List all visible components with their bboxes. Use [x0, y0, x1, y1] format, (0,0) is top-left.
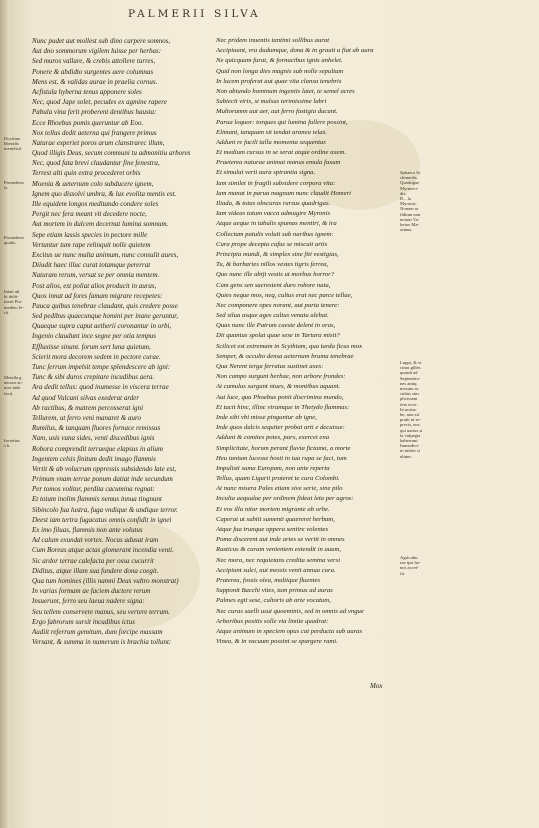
left-text-column	[32, 36, 206, 647]
verse-line: Inde quos dulcis sequiter probat arti e decuisse:	[216, 424, 345, 432]
verse-line: Et vos illa nitor mortem migrante ab orbe.	[216, 505, 330, 513]
verse-line: Non campo surgunt herbae, non arbore frondes:	[216, 373, 346, 381]
header-author: PALMERII	[128, 8, 208, 20]
verse-line: Parua loquor: torques qui lumina fallere possint,	[216, 118, 348, 126]
verse-line: Scierit mora decorem sedem in pectore curae.	[32, 352, 161, 361]
verse-line: At nunc misera Pales etiam sive serie, sine pilo	[216, 485, 343, 493]
verse-line: Addunt re facili tallu momenta sequentur.	[216, 138, 327, 146]
margin-note: Inlati ali bi dolti- tuerit Pro- metheo fe- rit.	[4, 289, 24, 315]
verse-line: Ingenio claudunt ince segne per otia tempus	[32, 332, 157, 341]
verse-line: Tunc & sibi duros crepitare incudibus aera.	[32, 373, 155, 382]
verse-line: Ara dedit tellus: quod inumesse in viscera terrae	[32, 383, 169, 392]
verse-line: Caperat ut subiit sumenti quaereret herbam,	[216, 515, 335, 523]
verse-line: Moenia & aeternum colo subducere ignem,	[32, 179, 154, 188]
verse-line: Ingentem celsis finitum dedit imago flammis	[32, 454, 156, 463]
verse-line: Non abiundo hominum ingeniis latet, te semel acres	[216, 87, 355, 95]
verse-line: Cura prope decepta cafus se miscuit artis	[216, 240, 328, 248]
verse-line: Aut mortem in dulcem decernat lumina somnum.	[32, 220, 169, 229]
verse-line: Pabula vina ferit proberent dentibus hausta:	[32, 108, 157, 117]
verse-line: Robora comprendit terraeque elapsus in alium	[32, 444, 163, 453]
verse-line: Nox tellus dedit aeterna qui frangere primus	[32, 128, 157, 137]
verse-line: Ad quod Vulcani silvas exederat arder	[32, 393, 140, 402]
verse-line: Iam videas totum vacca admugire Myronis	[216, 210, 331, 218]
verse-line: Subiecit viris, si mulsus terimissime labri	[216, 98, 327, 106]
verse-line: Pauca quibus tenebrae claudant, quis credere posse	[32, 301, 178, 310]
verse-line: In lucem proferat aut quae vita clansa tenebris	[216, 77, 342, 85]
running-header	[0, 8, 539, 24]
verse-line: Atque fua trunque oppera sentire volentes	[216, 526, 329, 533]
verse-line: Elimant, tanquam sit tendat aranea telas.	[216, 128, 327, 136]
verse-line: Atque animum in speciem opus cat perducta sub auras	[216, 627, 363, 635]
margin-note: Sphaera Ar chimedis. Quadrigae Myrmeci- dis. B... la Myronis. Nomen ar fidium non notum Va- lerius Ma- ximus.	[400, 170, 421, 233]
verse-line: Palmes egit sese, cultoris ab arte vocatum,	[216, 597, 331, 605]
verse-line: Collectum patulis voluit sub naribus ignem:	[216, 230, 334, 238]
verse-line: Diiudit haec illuc curat totamque pererrat	[32, 261, 151, 270]
verse-line: Naturae experiet poros arum clanstrarec illum,	[32, 138, 165, 147]
verse-line: Vertit & ab volucrum oppressis subsidendo late est,	[32, 464, 177, 473]
verse-line: Vertuntur tum rape relinquit nolle quietem	[32, 240, 151, 249]
verse-line: Post alios, est poliat alios producit in auras,	[32, 281, 157, 290]
verse-line: Ne quicquam furat, & fornacibus ignis anhelet.	[216, 57, 343, 65]
verse-line: Accipiunt sulci, aut messis venit annua cura.	[216, 566, 336, 574]
verse-line: Quaeque supra caput aetherii coronantur in orbi,	[32, 322, 172, 331]
verse-line: Quos innat ad fores famam migrare recepetes:	[32, 291, 163, 300]
verse-line: Vinea, & in vacuum possint se spargere rami.	[216, 638, 338, 646]
verse-line: Impulisti sama Europam, non ante reperta	[216, 464, 330, 472]
verse-line: Multorumm aut aer, aut ferro fastigia ducunt.	[216, 108, 338, 116]
margin-note: Doctrina liberalis meneficit	[4, 136, 22, 152]
verse-line: Cum gens sen sacrestent duro robore nata,	[216, 281, 331, 289]
margin-note: Agricultu rae ipsi ho- nos accef- fit.	[400, 555, 421, 576]
verse-line: Versant, & summa in numerum is brachia tollunt:	[32, 638, 172, 647]
verse-line: Acfistula hyberna tenus apponere soles	[32, 87, 142, 96]
verse-line: Sic ardor terrae calefacta per ossa cucurrit	[32, 556, 154, 565]
verse-line: Sed muros vallare, & crebis attollere turres,	[32, 57, 156, 66]
verse-line: Arboribus positis solle via limite quadrat:	[216, 617, 329, 625]
margin-note: Metalla g neroso ac- mes inde facit.	[4, 375, 24, 396]
verse-line: Sed pedibus quaecunque homini per inane geruntur,	[32, 312, 179, 321]
verse-line: Praterea, fossis olea, multique fluentes	[216, 576, 321, 584]
verse-line: Ex imo filuas, flammis non ante volutus	[32, 526, 143, 534]
verse-line: Pergit nec fera meant vit decedere nocte,	[32, 210, 147, 219]
verse-line: Cum Boreas atque actas glomerant incendia venti.	[32, 546, 174, 555]
verse-line: Nec, quod fata brevi claudantur fine fenestra,	[32, 159, 160, 168]
verse-line: Sed silua asque ages cultus venatu alebat.	[216, 312, 329, 320]
verse-line: Simplicitate, horum perant fluvia fictama, a morte	[216, 444, 351, 452]
margin-note: Luppi, & vi cinas gilles quasdi ad Septentrio- nes antiq mosum ac cultus sim plicissem fere ecce. In nostro be, non sit praiti nt se- precis, nos qui uarius si la vulpegia haberrunt Immodice in indies si ultum.	[400, 360, 423, 459]
verse-line: Diditus, atque illam sua fundere dona coegit.	[32, 566, 159, 575]
verse-line: Ille equidem longos meditando condere soles	[32, 200, 159, 208]
verse-line: Quod illigis Deus, secum communi tu admonitiu arbores	[32, 149, 191, 158]
verse-line: Tellus, quam Ligurii proteret te cura Colombi.	[216, 475, 340, 483]
verse-line: Nec pridem inuentis tantimi sollibus aurat	[216, 37, 330, 44]
verse-line: Supponit Bacchi vites, tum primus ad auras	[216, 587, 333, 595]
verse-line: Atque aeque in tabulis spumas mentiri, & ira	[216, 220, 337, 228]
verse-line: Ignem quo dissolvi umbra, & lux evolita mentis est.	[32, 189, 177, 198]
verse-line: Nec curas saelli usui quoeminis, sed in omnis ad vngue	[216, 607, 364, 615]
verse-line: Heu tantum lucesse hosti in tua rupa se faci, tum	[216, 454, 347, 462]
verse-line: Et totum inolim flammis nemus innua tingnunt	[32, 495, 162, 504]
verse-line: Nam, usis vana sides, venti discedibus ignis	[32, 434, 155, 443]
verse-line: Praeterea naturae animat manus emula faxum	[216, 159, 341, 167]
verse-line: Qua tum homines (illis namni Deus vultro monstrat)	[32, 576, 179, 585]
verse-line: Sepe etiam lassis species in pectore mille	[32, 230, 148, 239]
verse-line: Accipiuunt, vra dudumque, dona & in grauit a fiat ab aura	[216, 47, 374, 55]
verse-line: Poma discerent aut inde artes se vertit in omnes	[216, 536, 345, 544]
verse-line: Semper, & occulto densa aeternum bruma tenebrae	[216, 352, 354, 360]
verse-line: Primum vnam terrae ponum datiat inde secundum	[32, 475, 173, 484]
verse-line: Tunc ferrum impelsit tempe splendescere ab igni:	[32, 363, 171, 371]
verse-line: In varias formam ae faciem ductere rerum	[32, 587, 151, 596]
page-gutter	[0, 0, 10, 828]
verse-line: Sibincolo fua lustra, fuga vndique & undique terror.	[32, 505, 178, 514]
margin-note: Prometheo is.	[4, 180, 24, 191]
verse-line: Qua Nerent terga ferratus sustinet axes:	[216, 363, 324, 370]
verse-line: Rusticus & curam venientem extendit in auum,	[216, 546, 341, 554]
verse-line: Mens est, & validas aurae in praelia cornus.	[32, 77, 158, 86]
verse-line: Audiit referrum gemitum, dum forcipe massam	[32, 627, 163, 636]
verse-line: Terrest alti quin extra procederet orbis	[32, 169, 141, 178]
verse-line: Per tomos volitor, perdita cacumina regnat:	[32, 485, 155, 494]
verse-line: Ergo fabrorum sursit incudibus ictus	[32, 617, 135, 626]
verse-line: Nec componere opes norant, aut parta tenere:	[216, 301, 340, 309]
verse-line: Tellurem, ut ferro veni manaret & auro	[32, 413, 141, 422]
verse-line: Principia mundi, & simplex sine fiti vestigias,	[216, 250, 339, 258]
verse-line: Tu, & barbaries nillos vestes tigris ferrea,	[216, 261, 329, 269]
verse-line: Insuerunt, ferro seu laeua nadere signa:	[32, 597, 145, 606]
verse-line: Addunt & comites potes, pars, exercet ena	[216, 434, 330, 442]
verse-line: Ab ractibus, & matrem percosserat igni	[32, 403, 144, 412]
right-text-column	[216, 36, 392, 647]
verse-line: Nec mora, nec requietans credita semina versi	[216, 556, 341, 564]
verse-line: Iam manat in parua magnam nunc claudit Homeri	[216, 189, 352, 197]
verse-line: Inde sibi vbi misse pinguntur ab igne,	[216, 413, 317, 421]
verse-line: Inculta aequalae per ordinem fideat leta per agros:	[216, 495, 354, 503]
verse-line: Et tacit hinc, illinc viramque in Thetydo flammas:	[216, 403, 350, 411]
verse-line: Et simulat verti aura spirantia signa.	[216, 169, 316, 177]
verse-line: Nec, quod Jape solet, pecudes ex agmine rapere	[32, 98, 167, 107]
verse-line: Ad calum exundat vortex. Nocus adusat iram	[32, 536, 159, 545]
verse-line: Effluxisse sinunt. forum sert luna quietum,	[32, 342, 151, 351]
margin-note: Incertius s b.	[4, 438, 21, 449]
verse-line: Quo nunc ille abijt vestis ut morbus horror?	[216, 271, 335, 279]
verse-line: Ecce Rhoebus pomis queruntur ab Eoo.	[32, 118, 144, 127]
verse-line: Iliada, & totas obscuras rursus quadrigas.	[216, 200, 331, 207]
margin-note: Prometheo qualis.	[4, 235, 24, 246]
verse-line: Seu tellem conservere manus, seu vertere terram.	[32, 607, 170, 616]
verse-line: Naturam rerum, versat se per omnia mentem.	[32, 271, 160, 280]
header-title: SILVA	[214, 8, 261, 20]
verse-line: At cumulus surgunt niues, & montibus aquant.	[216, 383, 341, 391]
verse-line: Quid non longa dies magnis sub nolle sepultum	[216, 67, 344, 75]
verse-line: Rumilus, & tanquam fluores fornace remissus	[32, 424, 161, 433]
verse-line: Quies neque mos, neq, cultus erat nec parce tellae,	[216, 291, 353, 299]
verse-line: Excitus ue nunc multa animum, nunc consulit aures,	[32, 250, 179, 259]
verse-line: Iam similet in fragili subsidere corpora vita:	[216, 179, 336, 187]
verse-line: Deest iam tertra fugacatus omnis confidit in ignei	[32, 515, 172, 524]
verse-line: Nunc pudet aut mollest sub dino carpere somnos,	[32, 37, 171, 45]
verse-line: Dii quantus spolat quae sese in Tartara misit?	[216, 332, 340, 340]
verse-line: Aut luce, qua Phoebus ponit discrimina mundo,	[216, 393, 344, 401]
verse-line: Quas nunc ille Patrum caeste delent in oras,	[216, 322, 336, 330]
catchword: Mox	[370, 682, 383, 690]
verse-line: Et medium cursus in se serat atque ordine axem.	[216, 149, 346, 157]
verse-line: Aut dno sommorum vigilem luisse per herbas:	[32, 47, 162, 56]
verse-line: Ponere & abdidto surgentes aere columnas	[32, 67, 154, 76]
verse-line: Scilicet est extremam in Scythiam, qua tarda ficus mox	[216, 342, 363, 350]
